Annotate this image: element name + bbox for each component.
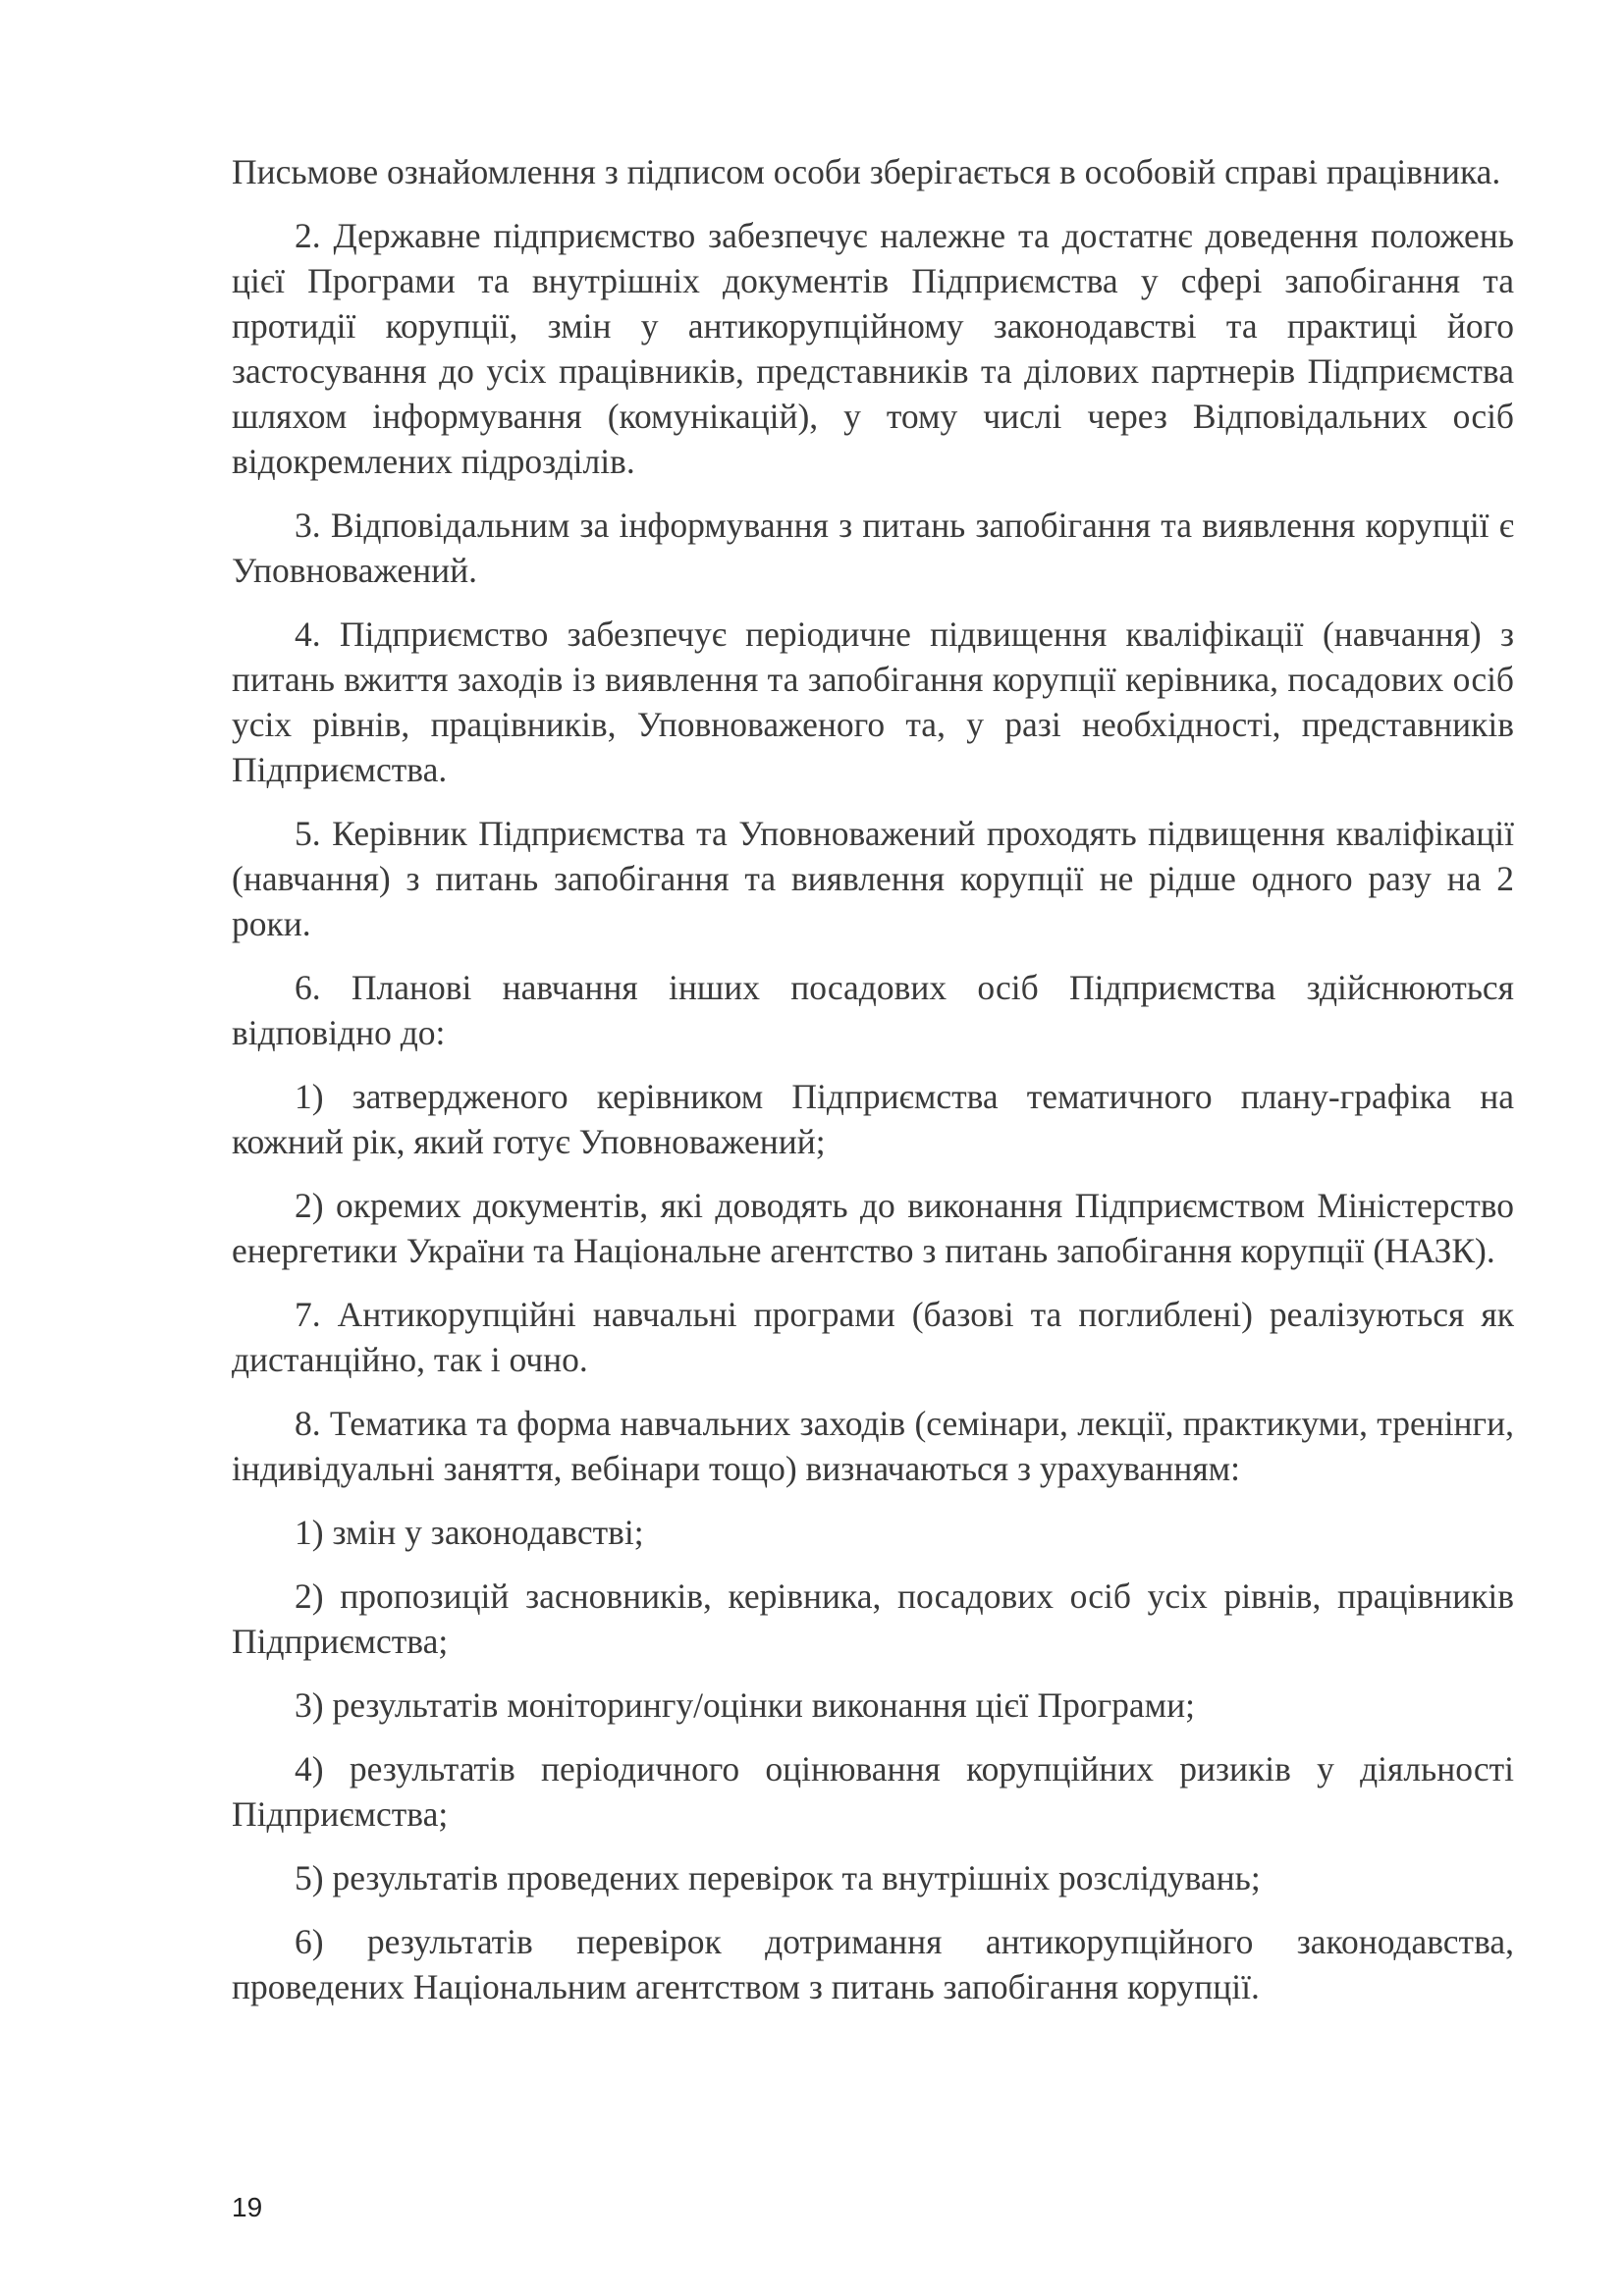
paragraph-item-5: 5. Керівник Підприємства та Уповноважений проходять підвищення кваліфікації (навчання) з питань запобігання та виявлення корупції не рідше одного разу на 2 роки. [232, 814, 1514, 943]
paragraph-item-4: 4. Підприємство забезпечує періодичне підвищення кваліфікації (навчання) з питань вжиття заходів із виявлення та запобігання корупції керівника, посадових осіб усіх рівнів, працівників, Уповноваженого та, у разі необхідності, представників Підприємства. [232, 614, 1514, 789]
paragraph-item-2: 2. Державне підприємство забезпечує належне та достатнє доведення положень цієї Програми та внутрішніх документів Підприємства у сфері запобігання та протидії корупції, змін у антикорупційному законодавстві та практиці його застосування до усіх працівників, представників та ділових партнерів Підприємства шляхом інформування (комунікацій), у тому числі через Відповідальних осіб відокремлених підрозділів. [232, 216, 1514, 481]
subitem-8-3: 3) результатів моніторингу/оцінки виконання цієї Програми; [295, 1685, 1196, 1725]
subitem-8-1: 1) змін у законодавстві; [295, 1513, 644, 1552]
subitem-8-2: 2) пропозицій засновників, керівника, посадових осіб усіх рівнів, працівників Підприємства; [232, 1576, 1514, 1661]
subitem-8-4: 4) результатів періодичного оцінювання корупційних ризиків у діяльності Підприємства; [232, 1749, 1514, 1834]
subitem-8-6: 6) результатів перевірок дотримання антикорупційного законодавства, проведених Національним агентством з питань запобігання корупції. [232, 1922, 1514, 2006]
subitem-6-2: 2) окремих документів, які доводять до виконання Підприємством Міністерство енергетики України та Національне агентство з питань запобігання корупції (НАЗК). [232, 1186, 1514, 1270]
paragraph-continuation: Письмове ознайомлення з підписом особи зберігається в особовій справі працівника. [232, 152, 1501, 191]
paragraph-item-8: 8. Тематика та форма навчальних заходів (семінари, лекції, практикуми, тренінги, індивідуальні заняття, вебінари тощо) визначаються з урахуванням: [232, 1404, 1514, 1488]
paragraph-item-3: 3. Відповідальним за інформування з питань запобігання та виявлення корупції є Уповноважений. [232, 506, 1514, 590]
subitem-8-5: 5) результатів проведених перевірок та внутрішніх розслідувань; [295, 1858, 1261, 1897]
paragraph-item-7: 7. Антикорупційні навчальні програми (базові та поглиблені) реалізуються як дистанційно, так і очно. [232, 1295, 1514, 1379]
subitem-6-1: 1) затвердженого керівником Підприємства тематичного плану-графіка на кожний рік, який готує Уповноважений; [232, 1077, 1514, 1161]
page-number: 19 [232, 2192, 263, 2222]
paragraph-item-6: 6. Планові навчання інших посадових осіб Підприємства здійснюються відповідно до: [232, 968, 1514, 1052]
body-text [232, 149, 1514, 2028]
